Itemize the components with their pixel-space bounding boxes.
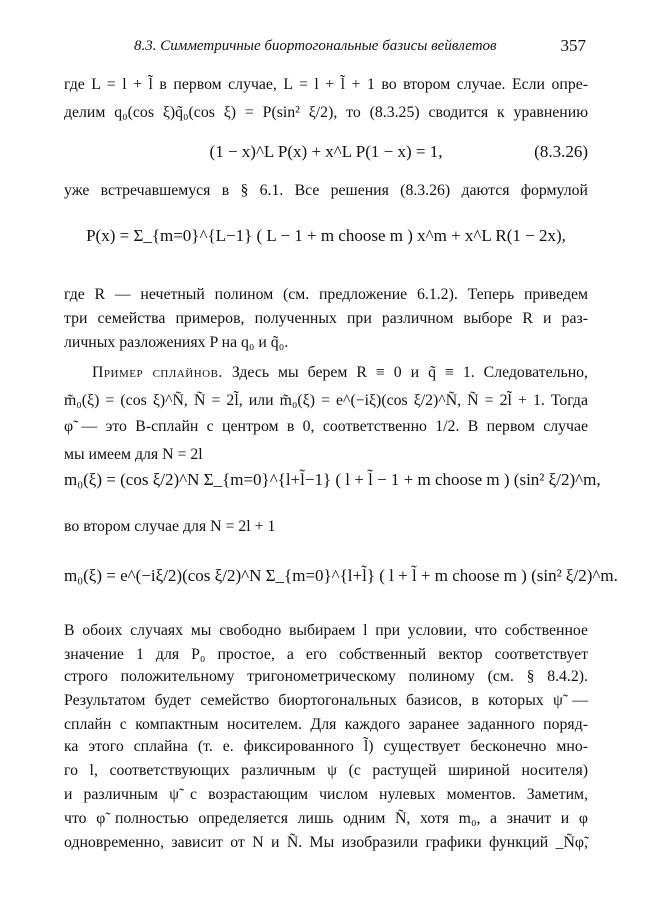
text-line: [92, 360, 588, 385]
text-line: Результатом будет семейство биортогональных базисов, в которых ψ̃ —: [64, 692, 588, 709]
text-line: мы имеем для N = 2l: [64, 446, 203, 463]
text-line: где L = l + l̃ в первом случае, L = l + l̃ + 1 во втором случае. Если опре-: [64, 76, 588, 93]
running-header: [134, 36, 586, 60]
text-line: φ̃ — это B-сплайн с центром в 0, соответственно 1/2. В первом случае: [64, 418, 588, 435]
equation-formula: m₀(ξ) = (cos ξ/2)^N Σ_{m=0}^{l+l̃−1} ( l + l̃ − 1 + m choose m ) (sin² ξ/2)^m,: [64, 470, 601, 489]
text-line: го l, соответствующих различным ψ (с растущей шириной носителя): [64, 762, 588, 779]
text-line: ка этого сплайна (т. е. фиксированного l̃) существует бесконечно мно-: [64, 738, 588, 755]
text-line: сплайн с компактным носителем. Для каждого заранее заданного поряд-: [64, 716, 588, 733]
text-line: где R — нечетный полином (см. предложение 6.1.2). Теперь приведем: [64, 286, 588, 303]
text-line: В обоих случаях мы свободно выбираем l при условии, что собственное: [64, 622, 588, 639]
text-line: три семейства примеров, полученных при различном выборе R и раз-: [64, 310, 588, 327]
text-line: и различным ψ̃ с возрастающим числом нулевых моментов. Заметим,: [64, 786, 588, 803]
text-line: значение 1 для P₀ простое, а его собственный вектор соответствует: [64, 646, 588, 663]
equation-8-3-26: [64, 142, 588, 168]
text-line: одновременно, зависит от N и Ñ. Мы изобразили графики функций _Ñφ̃,: [64, 834, 588, 851]
equation-number: (8.3.26): [534, 142, 588, 161]
example-label: Пример сплайнов.: [92, 364, 223, 381]
text-line: во втором случае для N = 2l + 1: [64, 518, 276, 535]
equation-m0-first: [64, 470, 601, 500]
text-line: m̃₀(ξ) = (cos ξ)^Ñ, Ñ = 2l̃, или m̃₀(ξ) = e^(−iξ)(cos ξ/2)^Ñ, Ñ = 2l̃ + 1. Тогда: [64, 392, 588, 409]
text-line: строго положительному тригонометрическому полиному (см. § 8.4.2).: [64, 668, 588, 685]
equation-formula: P(x) = Σ_{m=0}^{L−1} ( L − 1 + m choose m ) x^m + x^L R(1 − 2x),: [86, 226, 566, 245]
page-number: 357: [560, 36, 586, 55]
text-fragment: Здесь мы берем R ≡ 0 и q̃ ≡ 1. Следовательно,: [231, 364, 588, 381]
equation-formula: m₀(ξ) = e^(−iξ/2)(cos ξ/2)^N Σ_{m=0}^{l+l̃} ( l + l̃ + m choose m ) (sin² ξ/2)^m.: [64, 566, 618, 585]
equation-P-formula: [64, 226, 588, 256]
text-line: что φ̃ полностью определяется лишь одним Ñ, хотя m₀, а значит и φ: [64, 810, 588, 827]
text-line: уже встречавшемуся в § 6.1. Все решения (8.3.26) даются формулой: [64, 182, 588, 199]
text-line: личных разложениях P на q₀ и q̃₀.: [64, 334, 289, 351]
text-line: делим q₀(cos ξ)q̃₀(cos ξ) = P(sin² ξ/2), то (8.3.25) сводится к уравнению: [64, 104, 588, 121]
equation-formula: (1 − x)^L P(x) + x^L P(1 − x) = 1,: [209, 142, 443, 161]
equation-m0-second: [64, 566, 618, 596]
section-title: 8.3. Симметричные биортогональные базисы вейвлетов: [134, 38, 497, 54]
